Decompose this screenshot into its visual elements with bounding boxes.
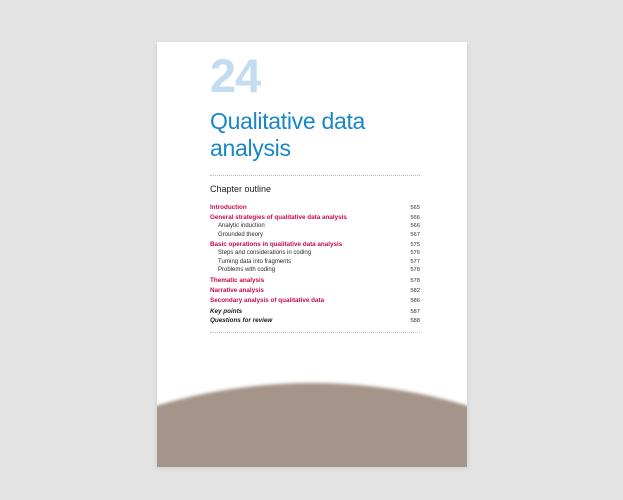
outline-item-label: Key points [210,308,243,316]
outline-item-label: Questions for review [210,317,273,325]
page-content [157,49,467,333]
outline-item-label: Steps and considerations in coding [218,250,312,257]
outline-item-label: Narrative analysis [210,286,264,294]
chapter-outline-list [210,204,420,325]
outline-item-page-number: 578 [410,278,420,285]
outline-item-label: Turning data into fragments [218,258,292,265]
outline-item [210,250,420,259]
outline-item-page-number: 587 [410,309,420,316]
outline-item [210,223,420,232]
outline-item-page-number: 582 [410,287,420,294]
outline-item [210,214,420,223]
outline-item [210,317,420,326]
outline-item-label: Grounded theory [218,231,264,238]
concentric-rings-graphic [157,383,467,467]
outline-item-page-number: 577 [410,258,420,265]
outline-item-page-number: 576 [410,250,420,257]
outline-item [210,297,420,306]
outline-item-label: Analytic induction [218,222,265,229]
outline-item [210,277,420,286]
outline-item [210,232,420,241]
book-page [157,42,467,467]
outline-item-page-number: 565 [410,205,420,212]
outline-item [210,204,420,213]
outline-item [210,308,420,317]
outline-item-page-number: 575 [410,242,420,249]
outline-item-page-number: 578 [410,267,420,274]
decorative-arcs [157,372,467,467]
outline-item-label: Thematic analysis [210,277,265,285]
outline-item [210,259,420,268]
outline-item [210,267,420,276]
outline-item [210,241,420,250]
outline-heading: Chapter outline [210,184,272,195]
outline-item-page-number: 566 [410,215,420,222]
chapter-number: 24 [210,49,261,102]
outline-item-label: Secondary analysis of qualitative data [210,296,325,304]
chapter-title: Qualitative data analysis [210,107,366,161]
outline-item-label: Problems with coding [218,267,276,274]
outline-item-label: Introduction [210,204,247,212]
outline-item-page-number: 586 [410,297,420,304]
outline-item-label: General strategies of qualitative data analysis [210,214,347,222]
outline-item-page-number: 567 [410,231,420,238]
outline-bottom-divider [210,332,420,333]
outline-item-page-number: 588 [410,318,420,325]
outline-item [210,287,420,296]
outline-item-page-number: 566 [410,222,420,229]
outline-top-divider [210,175,420,176]
outline-item-label: Basic operations in qualitative data analysis [210,241,343,249]
